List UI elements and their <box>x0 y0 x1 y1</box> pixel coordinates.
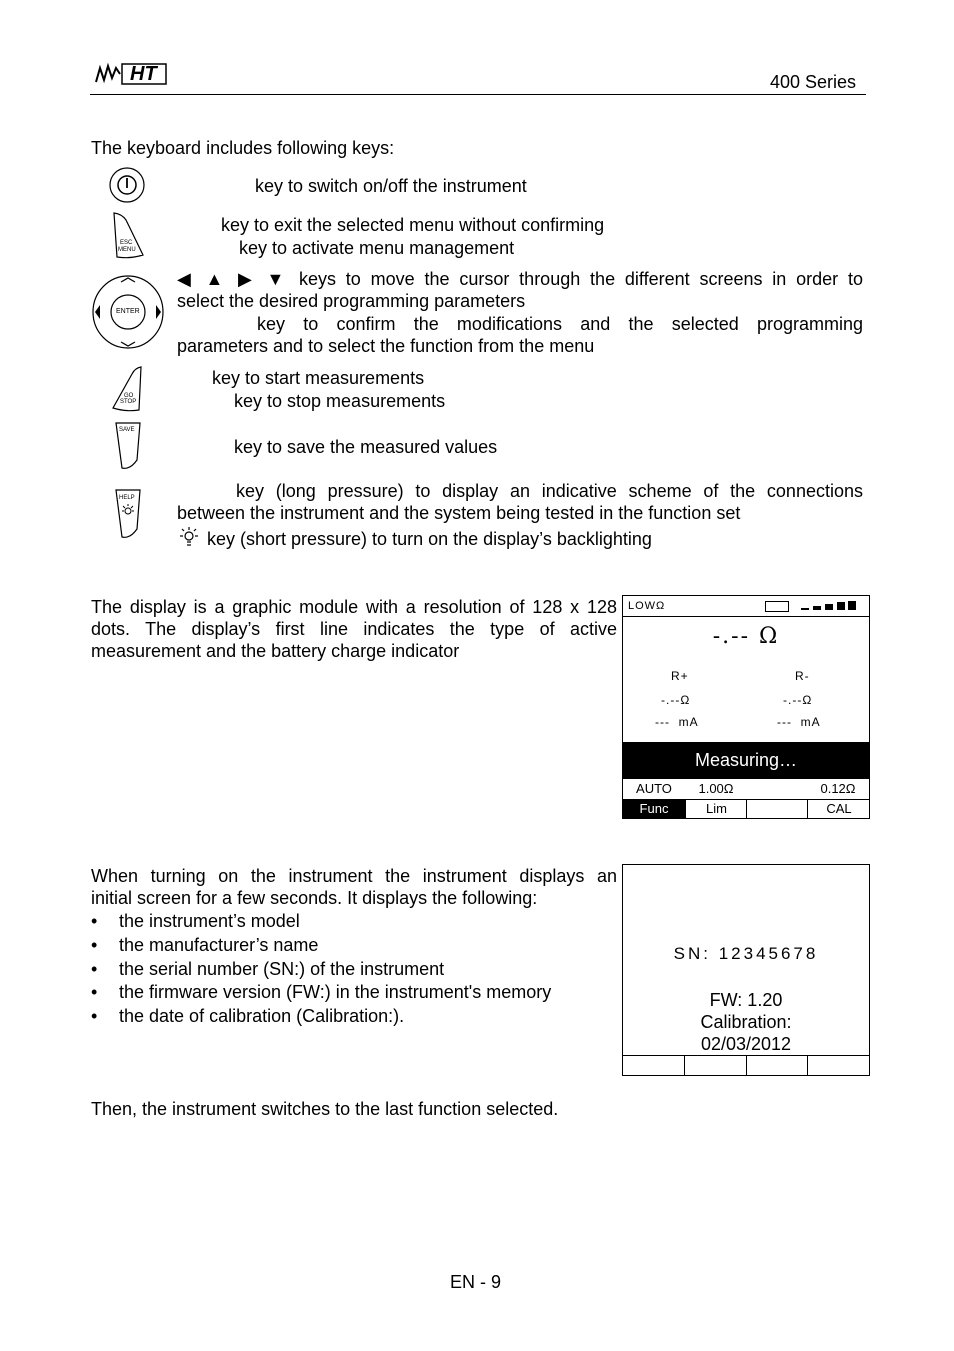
measurement-screen <box>622 595 870 819</box>
help-key-label: HELP <box>119 495 135 501</box>
arrow-keys-desc-line2: select the desired programming parameters <box>177 291 526 311</box>
display-desc-line1: The display is a graphic module with a resolution of 128 x 128 <box>91 597 617 617</box>
help-key-desc-line2: between the instrument and the system being tested in the function set <box>177 503 741 523</box>
firmware-version: FW: 1.20 <box>709 990 783 1010</box>
save-key-icon <box>113 420 143 472</box>
closing-text: Then, the instrument switches to the last function selected. <box>91 1099 559 1119</box>
startup-desc-line1: When turning on the instrument the instrument displays an <box>91 866 617 886</box>
display-desc-line2: dots. The display’s first line indicates the type of active <box>91 619 617 639</box>
esc-key-desc: key to exit the selected menu without confirming <box>221 215 605 235</box>
menu-key-label: MENU <box>118 247 136 253</box>
softkey-lim[interactable]: Lim <box>685 800 747 818</box>
signal-bars-icon <box>801 600 859 612</box>
r-plus-current: --- mA <box>655 715 699 729</box>
r-minus-label: R- <box>795 669 810 683</box>
arrow-pad-icon <box>91 274 165 350</box>
save-key-desc: key to save the measured values <box>234 437 498 457</box>
param-limit: 0.12Ω <box>820 781 856 796</box>
battery-icon <box>765 601 789 612</box>
arrow-keys-desc-line1 <box>177 268 863 290</box>
screen-divider <box>623 616 869 617</box>
main-reading: -.-- Ω <box>712 624 780 649</box>
backlight-icon <box>178 526 200 548</box>
arrow-symbols: ◀ ▲ ▶ ▼ <box>177 269 290 289</box>
screen-mode: LOWΩ <box>628 600 666 612</box>
startup-softkey-sep-1 <box>684 1055 685 1075</box>
series-title: 400 Series <box>770 72 857 92</box>
go-stop-key-icon <box>110 364 146 414</box>
esc-menu-key-icon <box>110 210 146 260</box>
save-key-label: SAVE <box>119 427 135 433</box>
logo-text: HT <box>130 63 157 85</box>
power-key-icon <box>108 166 146 204</box>
param-current: 1.00Ω <box>698 781 734 796</box>
bullet-calibration: • the date of calibration (Calibration:). <box>119 1005 404 1027</box>
stop-key-label: STOP <box>120 399 137 405</box>
startup-screen <box>622 864 870 1076</box>
page-number: EN - 9 <box>450 1272 502 1292</box>
startup-softkey-sep-2 <box>746 1055 747 1075</box>
r-plus-value: -.--Ω <box>661 693 691 707</box>
keyboard-intro: The keyboard includes following keys: <box>91 138 395 158</box>
serial-number: SN: 12345678 <box>673 944 819 963</box>
help-key-desc-line1: key (long pressure) to display an indicative scheme of the connections <box>236 481 863 501</box>
calibration-date: 02/03/2012 <box>700 1034 792 1054</box>
bullet-firmware: • the firmware version (FW:) in the instrument's memory <box>119 981 551 1003</box>
enter-key-desc-line1: key to confirm the modifications and the selected programming <box>257 314 863 334</box>
r-plus-label: R+ <box>671 669 689 683</box>
power-key-desc: key to switch on/off the instrument <box>255 176 527 196</box>
go-key-label: GO <box>124 393 134 399</box>
bullet-manufacturer: • the manufacturer’s name <box>119 934 318 956</box>
display-desc-line3: measurement and the battery charge indicator <box>91 641 460 661</box>
esc-key-label: ESC <box>120 240 133 246</box>
startup-desc-line2: initial screen for a few seconds. It displays the following: <box>91 888 538 908</box>
enter-key-label: ENTER <box>116 308 140 315</box>
bullet-model: • the instrument’s model <box>119 910 300 932</box>
ht-logo <box>94 62 170 86</box>
param-mode: AUTO <box>636 781 672 796</box>
backlight-desc: key (short pressure) to turn on the display’s backlighting <box>207 529 652 549</box>
softkey-cal[interactable]: CAL <box>807 800 870 818</box>
arrow-keys-text: keys to move the cursor through the different screens in order to <box>298 269 864 289</box>
r-minus-current: --- mA <box>777 715 821 729</box>
enter-key-desc-line2: parameters and to select the function from the menu <box>177 336 595 356</box>
measuring-status: Measuring… <box>623 742 869 779</box>
menu-key-desc: key to activate menu management <box>239 238 515 258</box>
r-minus-value: -.--Ω <box>783 693 813 707</box>
startup-softkey-sep-3 <box>807 1055 808 1075</box>
bullet-serial: • the serial number (SN:) of the instrument <box>119 958 444 980</box>
calibration-label: Calibration: <box>700 1012 792 1032</box>
stop-key-desc: key to stop measurements <box>234 391 446 411</box>
softkey-empty[interactable] <box>746 800 808 818</box>
header-rule <box>90 94 866 95</box>
softkey-func[interactable]: Func <box>623 800 685 818</box>
help-key-icon <box>113 487 143 541</box>
go-key-desc: key to start measurements <box>212 368 425 388</box>
